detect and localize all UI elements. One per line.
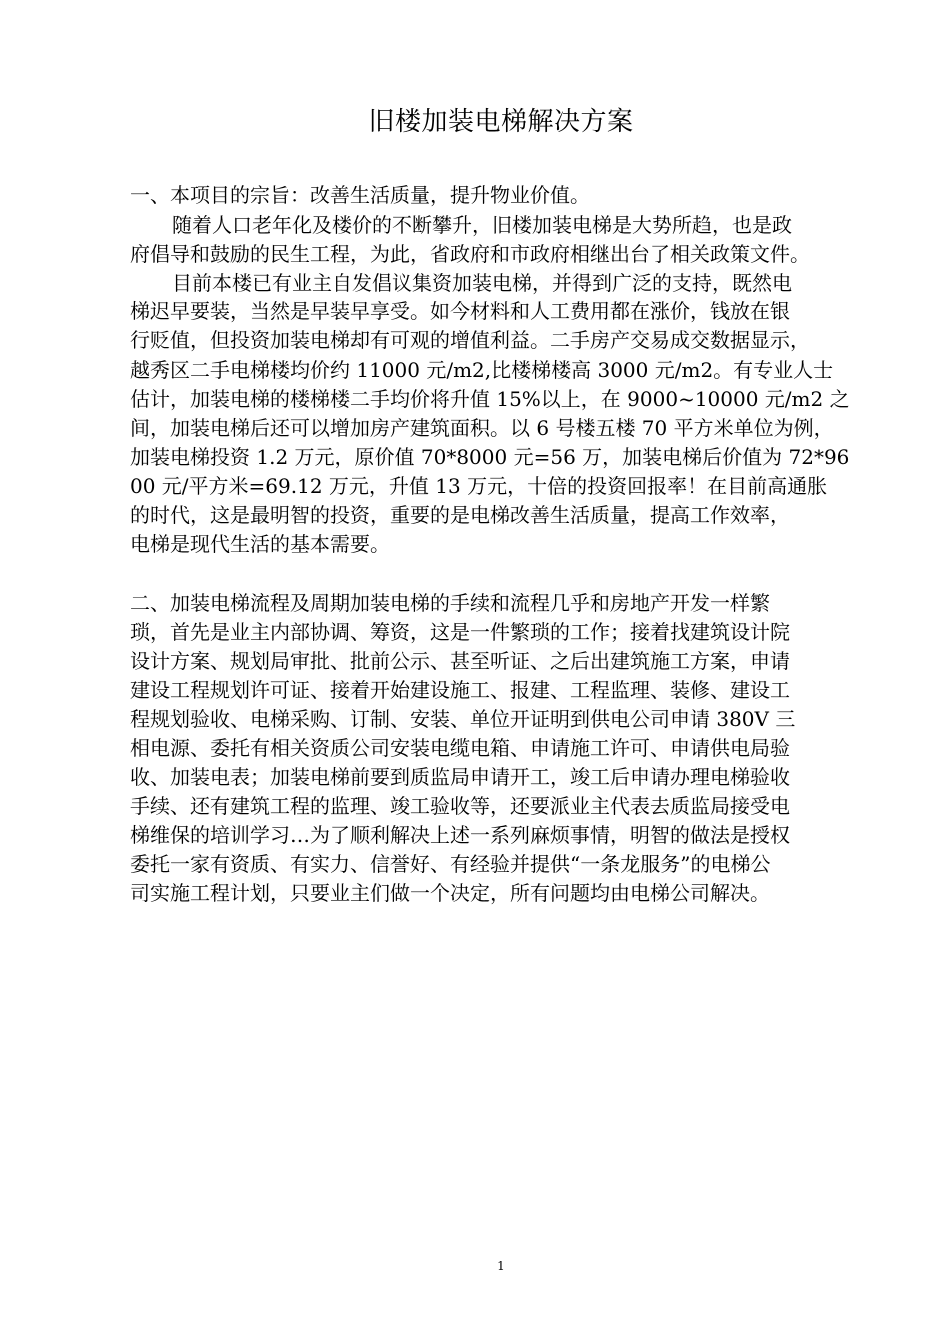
section-1-line: 电梯是现代生活的基本需要。 <box>130 532 390 556</box>
section-2-line: 琐，首先是业主内部协调、筹资，这是一件繁琐的工作；接着找建筑设计院 <box>130 620 790 644</box>
section-2-line: 设计方案、规划局审批、批前公示、甚至听证、之后出建筑施工方案，申请 <box>130 649 790 673</box>
section-1-line: 梯迟早要装，当然是早装早享受。如今材料和人工费用都在涨价，钱放在银 <box>130 299 790 323</box>
section-1-line: 随着人口老年化及楼价的不断攀升，旧楼加装电梯是大势所趋，也是政 <box>172 213 792 237</box>
section-2-line: 梯维保的培训学习…为了顺利解决上述一系列麻烦事情，明智的做法是授权 <box>130 823 790 847</box>
section-1-line: 目前本楼已有业主自发倡议集资加装电梯，并得到广泛的支持，既然电 <box>172 271 792 295</box>
section-2-line: 二、加装电梯流程及周期加装电梯的手续和流程几乎和房地产开发一样繁 <box>130 591 770 615</box>
section-1-line: 越秀区二手电梯楼均价约 11000 元/m2,比楼梯楼高 3000 元/m2。有专业人士 <box>130 358 834 382</box>
section-1-line: 00 元/平方米=69.12 万元，升值 13 万元，十倍的投资回报率！在目前高通胀 <box>130 474 828 498</box>
section-2-line: 相电源、委托有相关资质公司安装电缆电箱、申请施工许可、申请供电局验 <box>130 736 790 760</box>
document-title: 旧楼加装电梯解决方案 <box>368 107 634 137</box>
section-2-line: 手续、还有建筑工程的监理、竣工验收等，还要派业主代表去质监局接受电 <box>130 794 790 818</box>
section-1-line: 行贬值，但投资加装电梯却有可观的增值利益。二手房产交易成交数据显示， <box>130 328 810 352</box>
section-2-line: 建设工程规划许可证、接着开始建设施工、报建、工程监理、装修、建设工 <box>130 678 790 702</box>
section-2-line: 委托一家有资质、有实力、信誉好、有经验并提供“一条龙服务”的电梯公 <box>130 852 771 876</box>
section-1-line: 的时代，这是最明智的投资，重要的是电梯改善生活质量，提高工作效率， <box>130 503 790 527</box>
section-1-heading: 一、本项目的宗旨：改善生活质量，提升物业价值。 <box>130 183 590 207</box>
section-1-line: 间，加装电梯后还可以增加房产建筑面积。以 6 号楼五楼 70 平方米单位为例， <box>130 416 834 440</box>
section-2-line: 程规划验收、电梯采购、订制、安装、单位开证明到供电公司申请 380V 三 <box>130 707 796 731</box>
section-1-line: 府倡导和鼓励的民生工程，为此，省政府和市政府相继出台了相关政策文件。 <box>130 242 810 266</box>
section-1-line: 加装电梯投资 1.2 万元，原价值 70*8000 元=56 万，加装电梯后价值为 72*96 <box>130 445 850 469</box>
page-number: 1 <box>497 1259 505 1273</box>
section-1-line: 估计，加装电梯的楼梯楼二手均价将升值 15%以上，在 9000~10000 元/m2 之 <box>130 387 850 411</box>
section-2-line: 收、加装电表；加装电梯前要到质监局申请开工，竣工后申请办理电梯验收 <box>130 765 790 789</box>
section-2-line: 司实施工程计划，只要业主们做一个决定，所有问题均由电梯公司解决。 <box>130 881 770 905</box>
